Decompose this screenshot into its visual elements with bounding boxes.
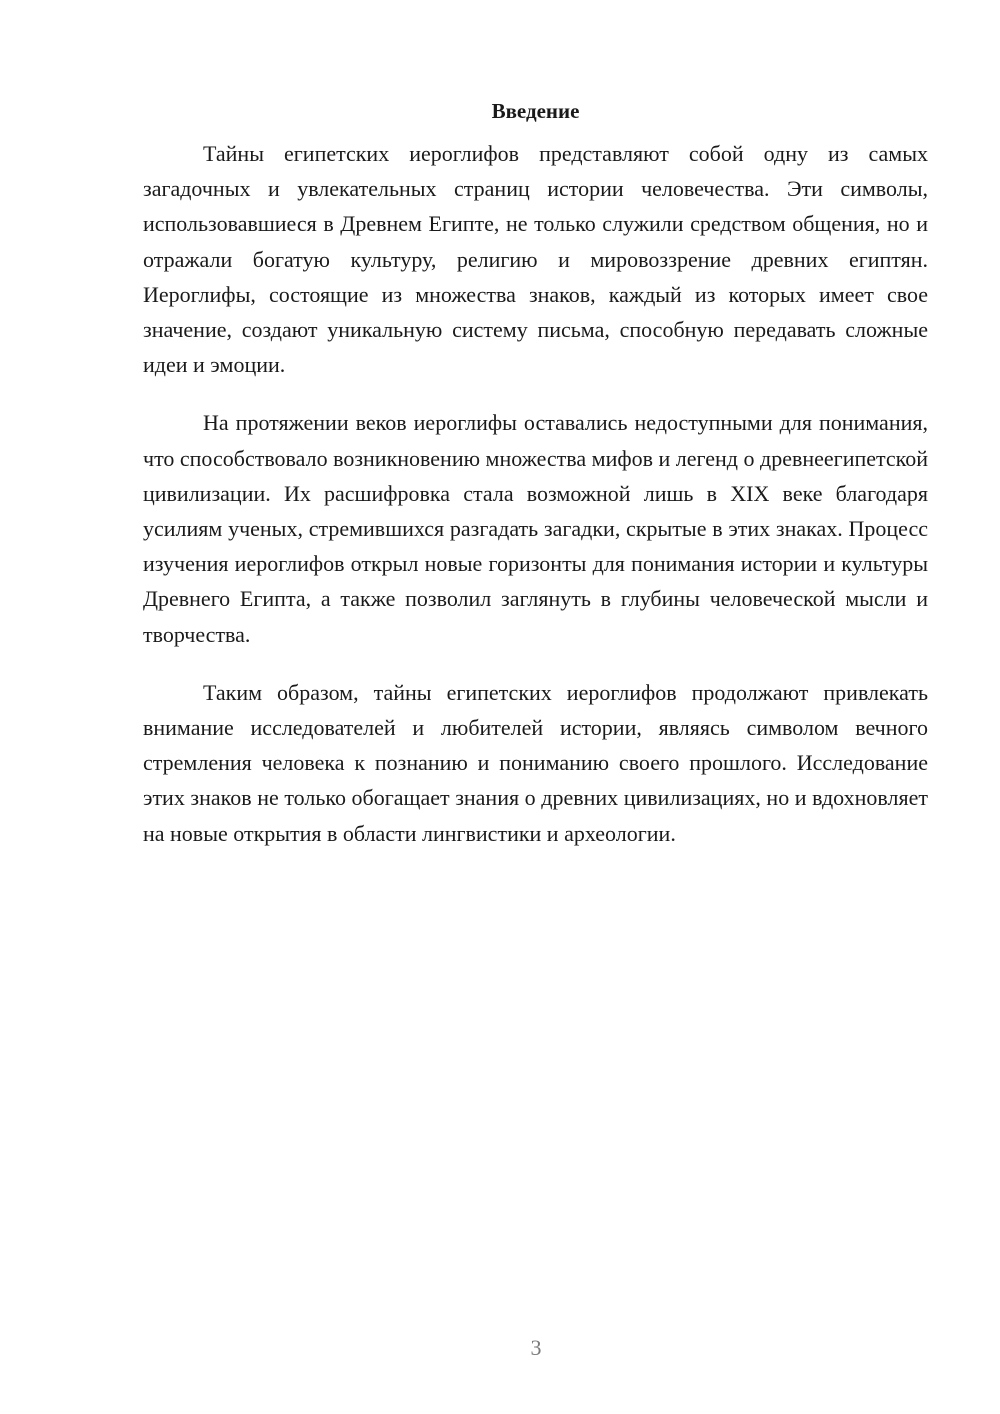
paragraph-conclusion: Таким образом, тайны египетских иероглифов продолжают привлекать внимание исследователей и любителей истории, являясь символом вечного стремления человека к познанию и пониманию своего прошлого. Исследование этих знаков не только обогащает знания о древних цивилизациях, но и вдохновляет на новые открытия в области лингвистики и археологии. xyxy=(143,679,928,846)
paragraph-introduction: Тайны египетских иероглифов представляют собой одну из самых загадочных и увлекательных страниц истории человечества. Эти символы, использовавшиеся в Древнем Египте, не только служили средством общения, но и отражали богатую культуру, религию и мировоззрение древних египтян. Иероглифы, состоящие из множества знаков, каждый из которых имеет свое значение, создают уникальную систему письма, способную передавать сложные идеи и эмоции. xyxy=(143,141,928,378)
page-title: Введение xyxy=(491,99,580,123)
page-number: 3 xyxy=(530,1335,542,1360)
page-content xyxy=(143,96,928,874)
paragraph-decipherment: На протяжении веков иероглифы оставались недоступными для понимания, что способствовало возникновению множества мифов и легенд о древнеегипетской цивилизации. Их расшифровка стала возможной лишь в XIX веке благодаря усилиям ученых, стремившихся разгадать загадки, скрытые в этих знаках. Процесс изучения иероглифов открыл новые горизонты для понимания истории и культуры Древнего Египта, а также позволил заглянуть в глубины человеческой мысли и творчества. xyxy=(143,410,928,647)
